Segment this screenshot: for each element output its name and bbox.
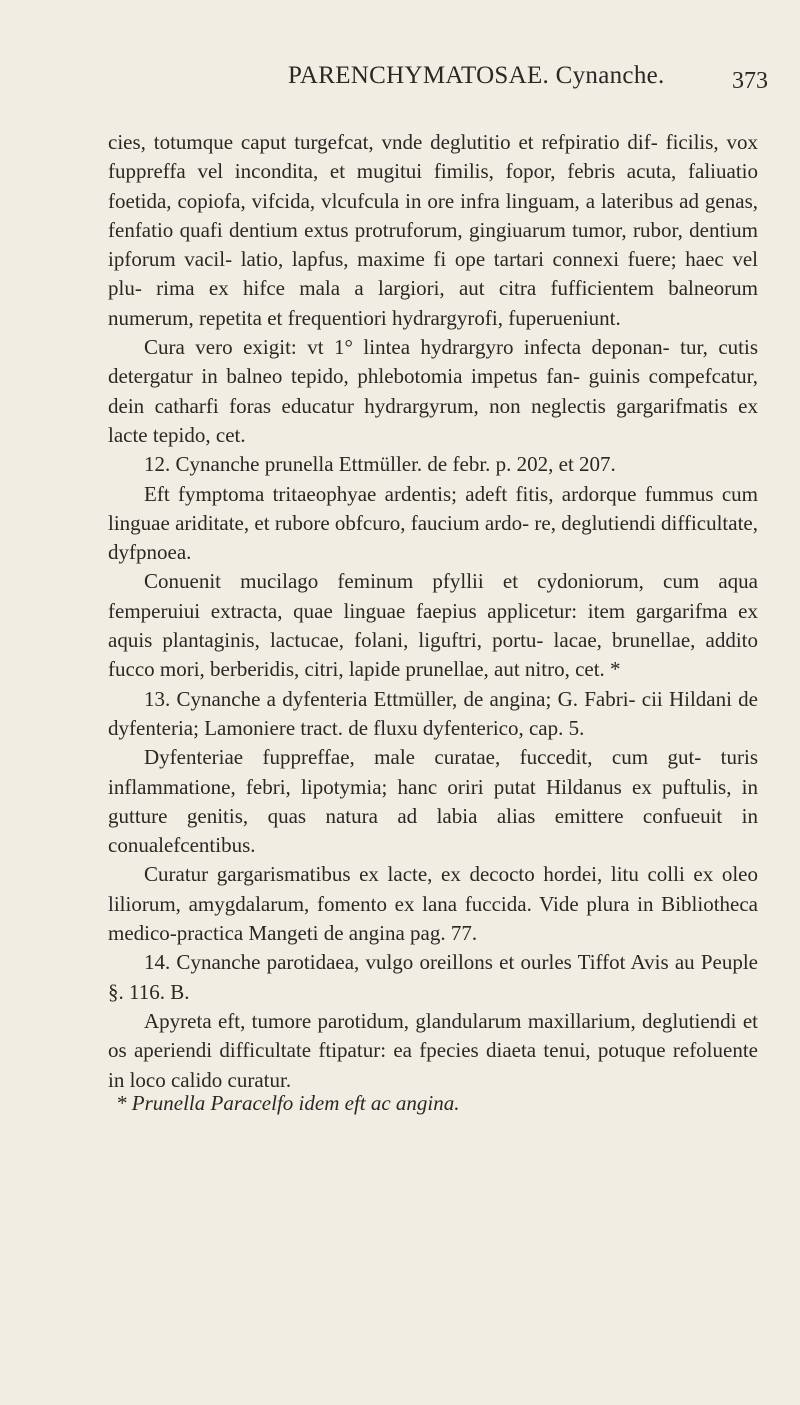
body-text xyxy=(108,128,758,1095)
page-number: 373 xyxy=(732,68,768,94)
page-header xyxy=(0,62,800,102)
section-14-heading: 14. Cynanche parotidaea, vulgo oreillons et ourles Tiffot Avis au Peuple §. 116. B. xyxy=(108,950,758,1004)
section-13-heading: 13. Cynanche a dyfenteria Ettmüller, de angina; G. Fabri- cii Hildani de dyfenteria; Lamoniere tract. de fluxu dyfenterico, cap. 5. xyxy=(108,686,758,740)
paragraph-10: Apyreta eft, tumore parotidum, glandularum maxillarium, deglutiendi et os aperiendi difficultate ftipatur: ea fpecies diaeta tenui, potuque refoluente in loco calido curatur. xyxy=(108,1008,758,1092)
paragraph-4: Eft fymptoma tritaeophyae ardentis; adeft fitis, ardorque fummus cum linguae ariditate, et rubore obfcuro, faucium ardo- re, deglutiendi difficultate, dyfpnoea. xyxy=(108,481,758,565)
paragraph-7: Dyfenteriae fuppreffae, male curatae, fuccedit, cum gut- turis inflammatione, febri, lipotymia; hanc oriri putat Hildanus ex puftulis, in gutture genitis, quas natura ad labia alias emittere confueuit in conualefcentibus. xyxy=(108,745,758,858)
running-head: PARENCHYMATOSAE. Cynanche. xyxy=(288,62,665,89)
paragraph-2: Cura vero exigit: vt 1° lintea hydrargyro infecta deponan- tur, cutis detergatur in balneo tepido, phlebotomia impetus fan- guinis compefcatur, dein catharfi foras educatur hydrargyrum, non neglectis gargarifmatis ex lacte tepido, cet. xyxy=(108,335,758,447)
paragraph-1: cies, totumque caput turgefcat, vnde deglutitio et refpiratio dif- ficilis, vox fuppreffa vel incondita, et mugitui fimilis, fopor, febris acuta, faliuatio foetida, copiofa, vifcida, vlcufcula in ore infra linguam, a lateribus ad genas, fenfatio quafi dentium extus protruforum, gingiuarum tumor, rubor, dentium ipforum vacil- latio, lapfus, maxime fi ope tartari connexi fuere; haec vel plu- rima ex hifce mala a largiori, aut citra fufficientem balneorum numerum, repetita et frequentiori hydrargyrofi, fuperueniunt. xyxy=(108,130,758,330)
footnote: * Prunella Paracelfo idem eft ac angina. xyxy=(116,1091,460,1115)
paragraph-5: Conuenit mucilago feminum pfyllii et cydoniorum, cum aqua femperuiui extracta, quae linguae faepius applicetur: item gargarifma ex aquis plantaginis, lactucae, folani, liguftri, portu- lacae, brunellae, addito fucco mori, berberidis, citri, lapide prunellae, aut nitro, cet. * xyxy=(108,569,758,682)
section-12-heading: 12. Cynanche prunella Ettmüller. de febr. p. 202, et 207. xyxy=(144,452,616,477)
paragraph-8: Curatur gargarismatibus ex lacte, ex decocto hordei, litu colli ex oleo liliorum, amygdalarum, fomento ex lana fuccida. Vide plura in Bibliotheca medico-practica Mangeti de angina pag. 77. xyxy=(108,862,758,946)
